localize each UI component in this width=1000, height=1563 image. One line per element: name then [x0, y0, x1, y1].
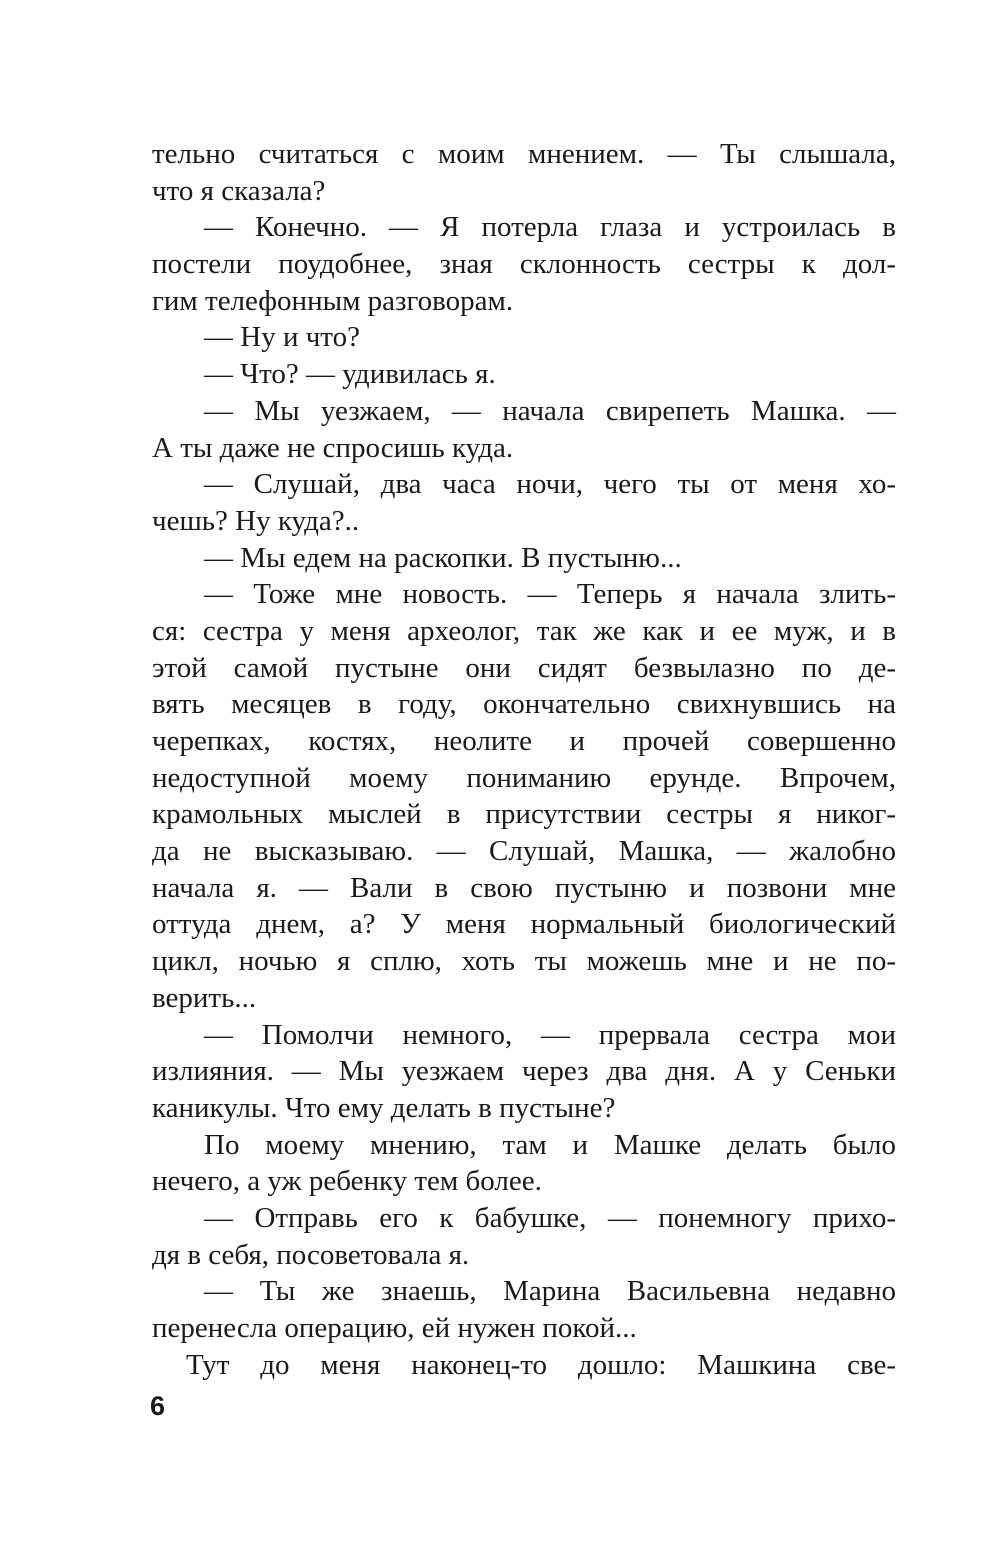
text-line: верить... — [152, 981, 257, 1014]
text-line: да не высказываю. — Слушай, Машка, — жалобно — [152, 835, 896, 868]
text-line: начала я. — Вали в свою пустыню и позвони мне — [152, 871, 896, 904]
text-line: что я сказала? — [152, 174, 326, 207]
text-line: нечего, а уж ребенку тем более. — [152, 1165, 542, 1198]
text-line: гим телефонным разговорам. — [152, 284, 514, 317]
text-line: черепках, костях, неолите и прочей совершенно — [152, 725, 896, 757]
text-line: перенесла операцию, ей нужен покой... — [152, 1312, 637, 1344]
text-line: — Тоже мне новость. — Теперь я начала злить- — [204, 578, 896, 611]
text-line: По моему мнению, там и Машке делать было — [204, 1128, 896, 1161]
text-line: этой самой пустыне они сидят безвылазно по де- — [152, 651, 896, 684]
text-line: — Ну и что? — [204, 321, 360, 354]
text-line: оттуда днем, а? У меня нормальный биологический — [152, 908, 896, 941]
text-line: вять месяцев в году, окончательно свихнувшись на — [152, 688, 896, 721]
text-line: — Помолчи немного, — прервала сестра мои — [204, 1018, 896, 1051]
page-body-text — [152, 136, 896, 1383]
text-line: чешь? Ну куда?.. — [152, 504, 360, 537]
text-line: недоступной моему пониманию ерунде. Впрочем, — [152, 761, 896, 794]
text-line: — Конечно. — Я потерла глаза и устроилась в — [204, 211, 896, 244]
text-line: ся: сестра у меня археолог, так же как и ее муж, и в — [152, 614, 896, 647]
text-line: — Отправь его к бабушке, — понемногу прихо- — [204, 1201, 896, 1234]
text-line: — Слушай, два часа ночи, чего ты от меня хо- — [204, 468, 896, 501]
text-line: — Ты же знаешь, Марина Васильевна недавно — [204, 1275, 896, 1308]
text-line: постели поудобнее, зная склонность сестры к дол- — [152, 248, 896, 281]
text-line: — Мы едем на раскопки. В пустыню... — [204, 541, 682, 574]
text-line: цикл, ночью я сплю, хоть ты можешь мне и не по- — [152, 945, 896, 978]
text-line: излияния. — Мы уезжаем через два дня. А у Сеньки — [152, 1055, 896, 1088]
text-line: тельно считаться с моим мнением. — Ты слышала, — [152, 138, 896, 170]
text-line: А ты даже не спросишь куда. — [152, 431, 514, 464]
text-line: — Что? — удивилась я. — [204, 358, 496, 391]
text-line: Тут до меня наконец-то дошло: Машкина све- — [186, 1348, 896, 1381]
text-line: каникулы. Что ему делать в пустыне? — [152, 1091, 616, 1124]
text-line: дя в себя, посоветовала я. — [152, 1238, 470, 1271]
text-line: крамольных мыслей в присутствии сестры я никог- — [152, 798, 896, 831]
page-number: 6 — [150, 1391, 166, 1421]
text-line: — Мы уезжаем, — начала свирепеть Машка. — — [204, 394, 896, 427]
